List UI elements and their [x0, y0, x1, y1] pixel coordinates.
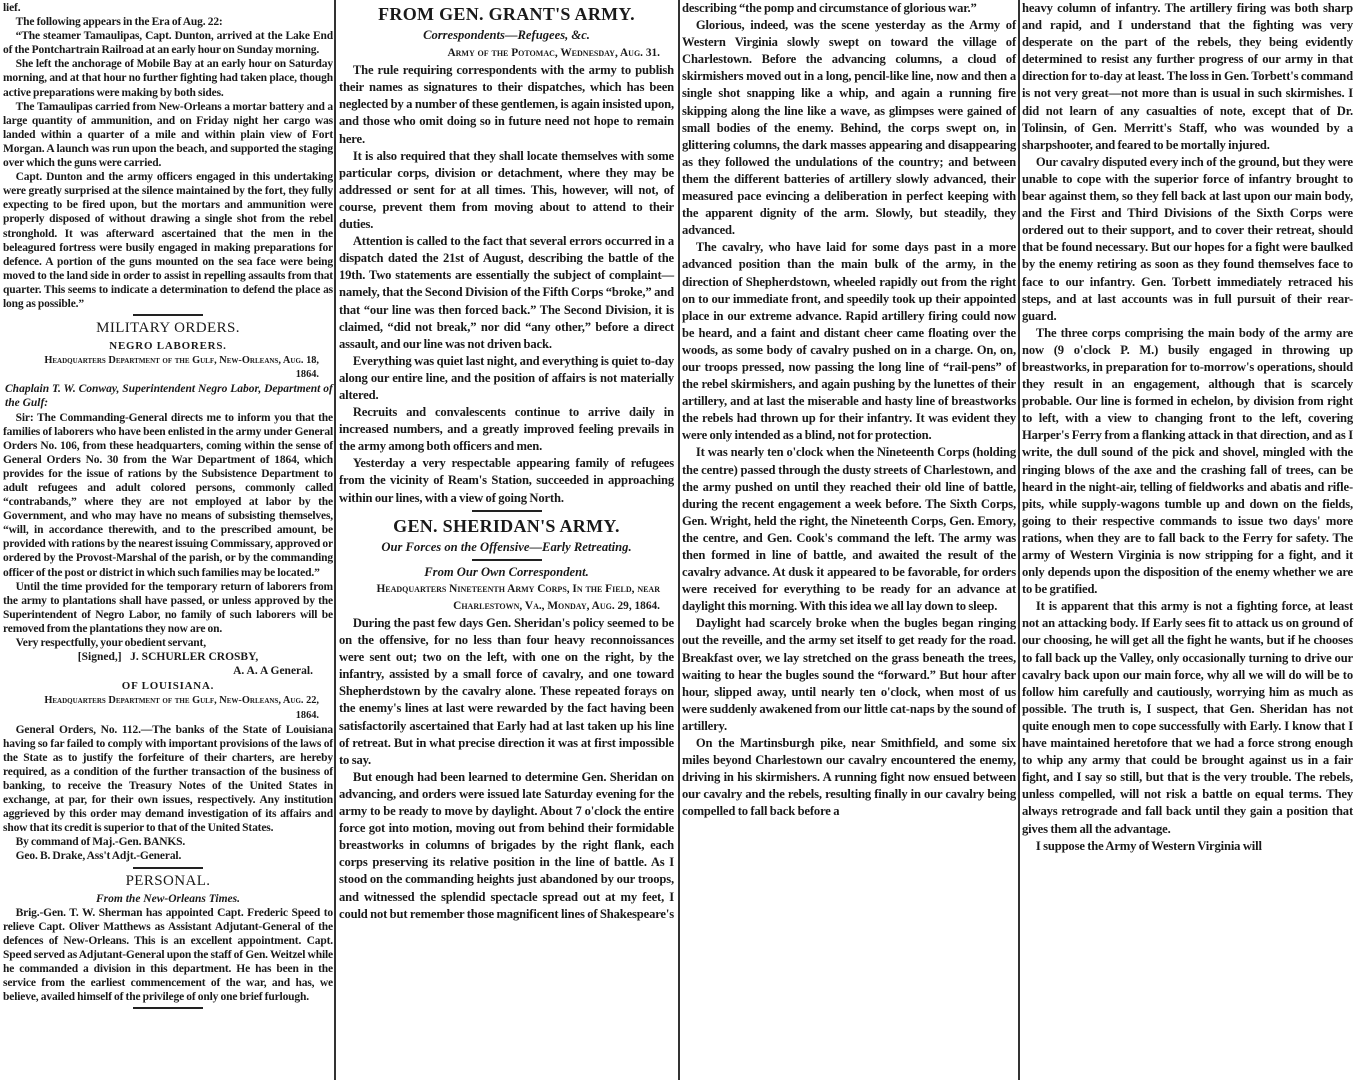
paragraph: I suppose the Army of Western Virginia will — [1035, 838, 1262, 853]
separator-rule — [133, 867, 203, 869]
paragraph: General Orders, No. 112.—The banks of the State of Louisiana having so far failed to comply with important provisions of the laws of the State as to justify the forfeiture of their charters, are hereby required, as a condition of the further transaction of the business of banking, to receive the Treasury Notes of the United States in exchange, at par, for their own issues, respectively. Any institution aggrieved by this order may demand investigation of its affairs and show that its credit is superior to that of the United States. — [3, 723, 333, 835]
article-subheading: Our Forces on the Offensive—Early Retreating. — [381, 539, 632, 554]
paragraph: lief. — [3, 2, 21, 14]
paragraph: Glorious, indeed, was the scene yesterday as the Army of Western Virginia slowly swept on toward the village of Charlestown. Before the advancing columns, a cloud of skirmishers moved out in a long, pencil-like line, now and then a single shot snapping like a whip, and again a running fire skipping along the line like a wave, as glimpses were gained of small bodies of the enemy. Behind, the corps swept on, in glittering columns, the dark masses appearing and disappearing as they followed the undulations of the country; and between them the different batteries of artillery slowly advanced, their measured pace evincing a deliberation in perfect keeping with the apparent dignity of the arm. Slowly, but steadily, they advanced. — [682, 18, 1016, 238]
column-1 — [3, 0, 333, 1012]
dateline: Army of the Potomac, Wednesday, Aug. 31. — [447, 47, 660, 60]
dateline: Headquarters Department of the Gulf, New-Orleans, Aug. 22, 1864. — [44, 695, 319, 721]
paragraph: Our cavalry disputed every inch of the ground, but they were unable to cope with the superior force of infantry brought to bear against them, so they fell back at last upon our main body, and the First and Third Divisions of the Sixth Corps were ordered out to their support, and to cover their retreat, should that be found necessary. But our hopes for a fight were baulked by the enemy retiring as soon as they found themselves face to face to our infantry. Gen. Torbett immediately retraced his steps, and at last accounts was in full pursuit of their rear-guard. — [1022, 154, 1353, 323]
paragraph: By command of Maj.-Gen. BANKS. — [15, 836, 186, 849]
paragraph: It was nearly ten o'clock when the Nineteenth Corps (holding the centre) passed through the dusty streets of Charlestown, and the army pushed on until they reached their old line of battle, during the recent engagement a week before. The Sixth Corps, Gen. Wright, held the right, the Nineteenth Corps, Gen. Emory, the centre, and Gen. Cook's command the left. The army was then formed in line of battle, and awaited the result of the cavalry advance. At dusk it appeared to be favorable, for orders were received for everything to be ready for an advance at daylight this morning. With this idea we all lay down to sleep. — [682, 445, 1016, 614]
paragraph: On the Martinsburgh pike, near Smithfield, and some six miles beyond Charlestown our cavalry encountered the enemy, driving in his skirmishers. A running fight now ensued between our cavalry and the rebels, resulting finally in our cavalry being compelled to fall back before a — [682, 736, 1016, 819]
byline: From the New-Orleans Times. — [96, 892, 240, 905]
column-4 — [1022, 0, 1353, 855]
section-heading: PERSONAL. — [125, 872, 211, 889]
separator-rule — [133, 1007, 203, 1009]
paragraph: She left the anchorage of Mobile Bay at an early hour on Saturday morning, and at that hour no further fighting had taken place, though active preparations were making by both sides. — [3, 58, 333, 99]
paragraph: Very respectfully, your obedient servant, — [15, 637, 206, 650]
paragraph: describing “the pomp and circumstance of glorious war.” — [682, 1, 977, 15]
dateline: Headquarters Nineteenth Army Corps, In the Field, near Charlestown, Va., Monday, Aug. 29, 1864. — [376, 582, 660, 612]
separator-rule — [472, 510, 542, 512]
separator-rule — [133, 314, 203, 316]
article-subheading: Correspondents—Refugees, &c. — [423, 28, 590, 42]
paragraph: Everything was quiet last night, and everything is quiet to-day along our entire line, and the position of affairs is not materially altered. — [339, 353, 674, 402]
paragraph: “The steamer Tamaulipas, Capt. Dunton, arrived at the Lake End of the Pontchartrain Railroad at an early hour on Sunday morning. — [3, 30, 333, 57]
paragraph: The three corps comprising the main body of the army are now (9 o'clock P. M.) busily engaged in throwing up breastworks, in preparation for to-morrow's operations, should they result in an engagement, although that is scarcely probable. Our line is formed in echelon, by division from right to left, with a view to changing front to the left, covering Harper's Ferry from a flanking attack in that direction, and as I write, the dull sound of the pick and shovel, mingled with the ringing blows of the axe and the crashing fall of trees, can be heard in the night-air, telling of fieldworks and abatis and rifle-pits, while supply-wagons tumble up and down on the fields, going to their respective commands to issue two days' more rations, when they are to fall back to the Ferry for safety. The army of Western Virginia is now stripping for a fight, and it only depends upon the disposition of the enemy whether we are to be gratified. — [1022, 325, 1353, 597]
salutation: Chaplain T. W. Conway, Superintendent Negro Labor, Department of the Gulf: — [5, 383, 333, 410]
column-divider — [678, 0, 680, 1080]
dateline: Headquarters Department of the Gulf, New-Orleans, Aug. 18, 1864. — [44, 355, 319, 381]
subheading: NEGRO LABORERS. — [109, 340, 227, 353]
paragraph: Brig.-Gen. T. W. Sherman has appointed Capt. Frederic Speed to relieve Capt. Oliver Matthews as Assistant Adjutant-General of the defences of New-Orleans. This is an excellent appointment. Capt. Speed served as Adjutant-General upon the staff of Gen. Weitzel while he commanded a division in this department. He has been in the service from the earliest commencement of the war, and has, we believe, availed himself of the privilege of only one brief furlough. — [3, 906, 333, 1004]
paragraph: The rule requiring correspondents with the army to publish their names as signatures to their dispatches, which has been neglected by a number of these gentlemen, is again insisted upon, and those who omit doing so in future need not hope to remain here. — [339, 63, 674, 146]
byline: From Our Own Correspondent. — [424, 564, 589, 579]
section-heading: MILITARY ORDERS. — [96, 320, 240, 337]
subheading: OF LOUISIANA. — [121, 680, 215, 693]
column-2 — [339, 0, 674, 923]
paragraph: During the past few days Gen. Sheridan's policy seemed to be on the offensive, for no less than four heavy reconnoissances were sent out; two on the left, with one on the right, by the infantry, assisted by a small force of cavalry, and one toward Shepherdstown by the cavalry alone. These repeated forays on the enemy's lines at last were rewarded by the fact having been satisfactorily ascertained that Early had at last taken up his line of retreat. But in what precise direction it was at first impossible to say. — [339, 616, 674, 767]
signature-title: A. A. A General. — [233, 665, 313, 678]
paragraph: Attention is called to the fact that several errors occurred in a dispatch dated the 21st of August, describing the battle of the 19th. Two statements are essentially the subject of complaint—namely, that the Second Division of the Fifth Corps “broke,” and that “our line was then forced back.” The Second Division, it is claimed, “did not break,” nor did “any other,” before a direct assault, and our line was not driven back. — [339, 234, 674, 351]
paragraph: Recruits and convalescents continue to arrive daily in increased numbers, and a greatly improved feeling prevails in the army among both officers and men. — [339, 405, 674, 454]
paragraph: Yesterday a very respectable appearing family of refugees from the vicinity of Ream's Station, succeeded in approaching within our lines, with a view of going North. — [339, 456, 674, 505]
paragraph: Sir: The Commanding-General directs me to inform you that the families of laborers who have been enlisted in the army under General Orders No. 106, from these headquarters, coming within the sense of General Orders No. 30 from the War Department of 1864, which provides for the issue of rations by the Subsistence Department to adult refugees and adult colored persons, commonly called “contrabands,” where they are not employed at labor by the Government, and who may have no means of subsisting themselves, “will, in accordance therewith, and to the prescribed amount, be provided with rations by the nearest issuing Commissary, approved or ordered by the Provost-Marshal of the parish, or by the commanding officer of the post or district in which such families may be located.” — [3, 411, 333, 579]
column-divider — [334, 0, 336, 1080]
paragraph: heavy column of infantry. The artillery firing was both sharp and rapid, and I understand that the fighting was very desperate on the part of the rebels, they being evidently determined to resist any further progress of our army in that direction for to-day at least. The loss in Gen. Torbett's command is not very great—not more than is usual in such skirmishes. I did not learn of any casualties of note, except that of Dr. Tolinsin, of Gen. Merritt's Staff, who was wounded by a sharpshooter, and feared to be mortally injured. — [1022, 1, 1353, 152]
column-divider — [1018, 0, 1020, 1080]
article-headline: GEN. SHERIDAN'S ARMY. — [393, 515, 620, 536]
signature: [Signed,] J. SCHURLER CROSBY, — [77, 651, 259, 664]
paragraph: The Tamaulipas carried from New-Orleans a mortar battery and a large quantity of ammunition, and on Friday night her cargo was landed within a quarter of a mile and within plain view of Fort Morgan. A launch was run upon the beach, and supported the staging over which the guns were carried. — [3, 100, 333, 170]
column-3 — [682, 0, 1016, 821]
article-headline: FROM GEN. GRANT'S ARMY. — [378, 4, 635, 24]
paragraph: Capt. Dunton and the army officers engaged in this undertaking were greatly surprised at the silence maintained by the fort, they fully expecting to be fired upon, but the mortars and ammunition were properly disposed of without drawing a single shot from the rebel stronghold. It was afterward ascertained that the men in the beleagured fortress were busily engaged in making preparations for defence. A portion of the guns mounted on the sea face were being moved to the land side in order to assist in repelling assaults from that quarter. This seems to indicate a determination to defend the place as long as possible.” — [3, 171, 333, 310]
paragraph: The cavalry, who have laid for some days past in a more advanced position than the main bulk of the army, in the direction of Shepherdstown, wheeled rapidly out from the right on to our immediate front, and speedily took up their appointed place in our extreme advance. Rapid artillery firing could now be heard, and a faint and distant cheer came floating over the woods, as some body of cavalry pushed on in a charge. On, on, our troops pressed, now passing the long line of “rail-pens” of the rebel skirmishers, and again pushing by the lunettes of their artillery, and at last the miserable and hasty line of breastworks the rebels had thrown up for their infantry. It was evident they were only intended as a blind, not for protection. — [682, 240, 1016, 443]
paragraph: Until the time provided for the temporary return of laborers from the army to plantations shall have passed, or unless approved by the Superintendent of Negro Labor, no family of such laborers will be removed from the plantations they now are on. — [3, 580, 333, 635]
paragraph: It is also required that they shall locate themselves with some particular corps, division or detachment, where they may be addressed or sent for at all times. This, however, will not, of course, prevent them from moving about to attend to their duties. — [339, 148, 674, 232]
paragraph: It is apparent that this army is not a fighting force, at least not an attacking body. If Early sees fit to attack us on ground of our choosing, he will get all the fight he wants, but if he chooses to fall back up the Valley, only occasionally turning to drive our cavalry back upon our main force, why all we will do will be to follow him carefully and cautiously, worrying him as much as possible. The truth is, I suspect, that Gen. Sheridan has not quite enough men to cope successfully with Early. I know that I have maintained heretofore that we had a force strong enough to whip any army that could be brought against us in a fair fight, and I say so still, but that is the very trouble. The rebels, unless compelled, will not risk a battle on equal terms. They always retrograde and fall back until they gain a position that gives them all the advantage. — [1022, 599, 1353, 836]
separator-rule — [472, 559, 542, 561]
paragraph: The following appears in the Era of Aug. 22: — [15, 16, 223, 29]
paragraph: Daylight had scarcely broke when the bugles began ringing out the reveille, and the army set itself to get ready for the road. Breakfast over, we lay stretched on the grass beneath the trees, waiting to hear the bugles sound the “forward.” But hour after hour, slipped away, until nearly ten o'clock, when most of us were suddenly awakened from our little cat-naps by the sound of artillery. — [682, 616, 1016, 733]
paragraph: But enough had been learned to determine Gen. Sheridan on advancing, and orders were issued late Saturday evening for the army to be ready to move by daylight. About 7 o'clock the entire force got into motion, moving out from behind their formidable breastworks in columns of brigades by the right flank, each corps preserving its relative position in the line of battle. As I stood on the commanding heights just abandoned by our troops, and witnessed the splendid spectacle spread out at my feet, I could not but remember those magnificent lines of Shakespeare's — [339, 769, 674, 921]
paragraph: Geo. B. Drake, Ass't Adjt.-General. — [15, 850, 182, 863]
